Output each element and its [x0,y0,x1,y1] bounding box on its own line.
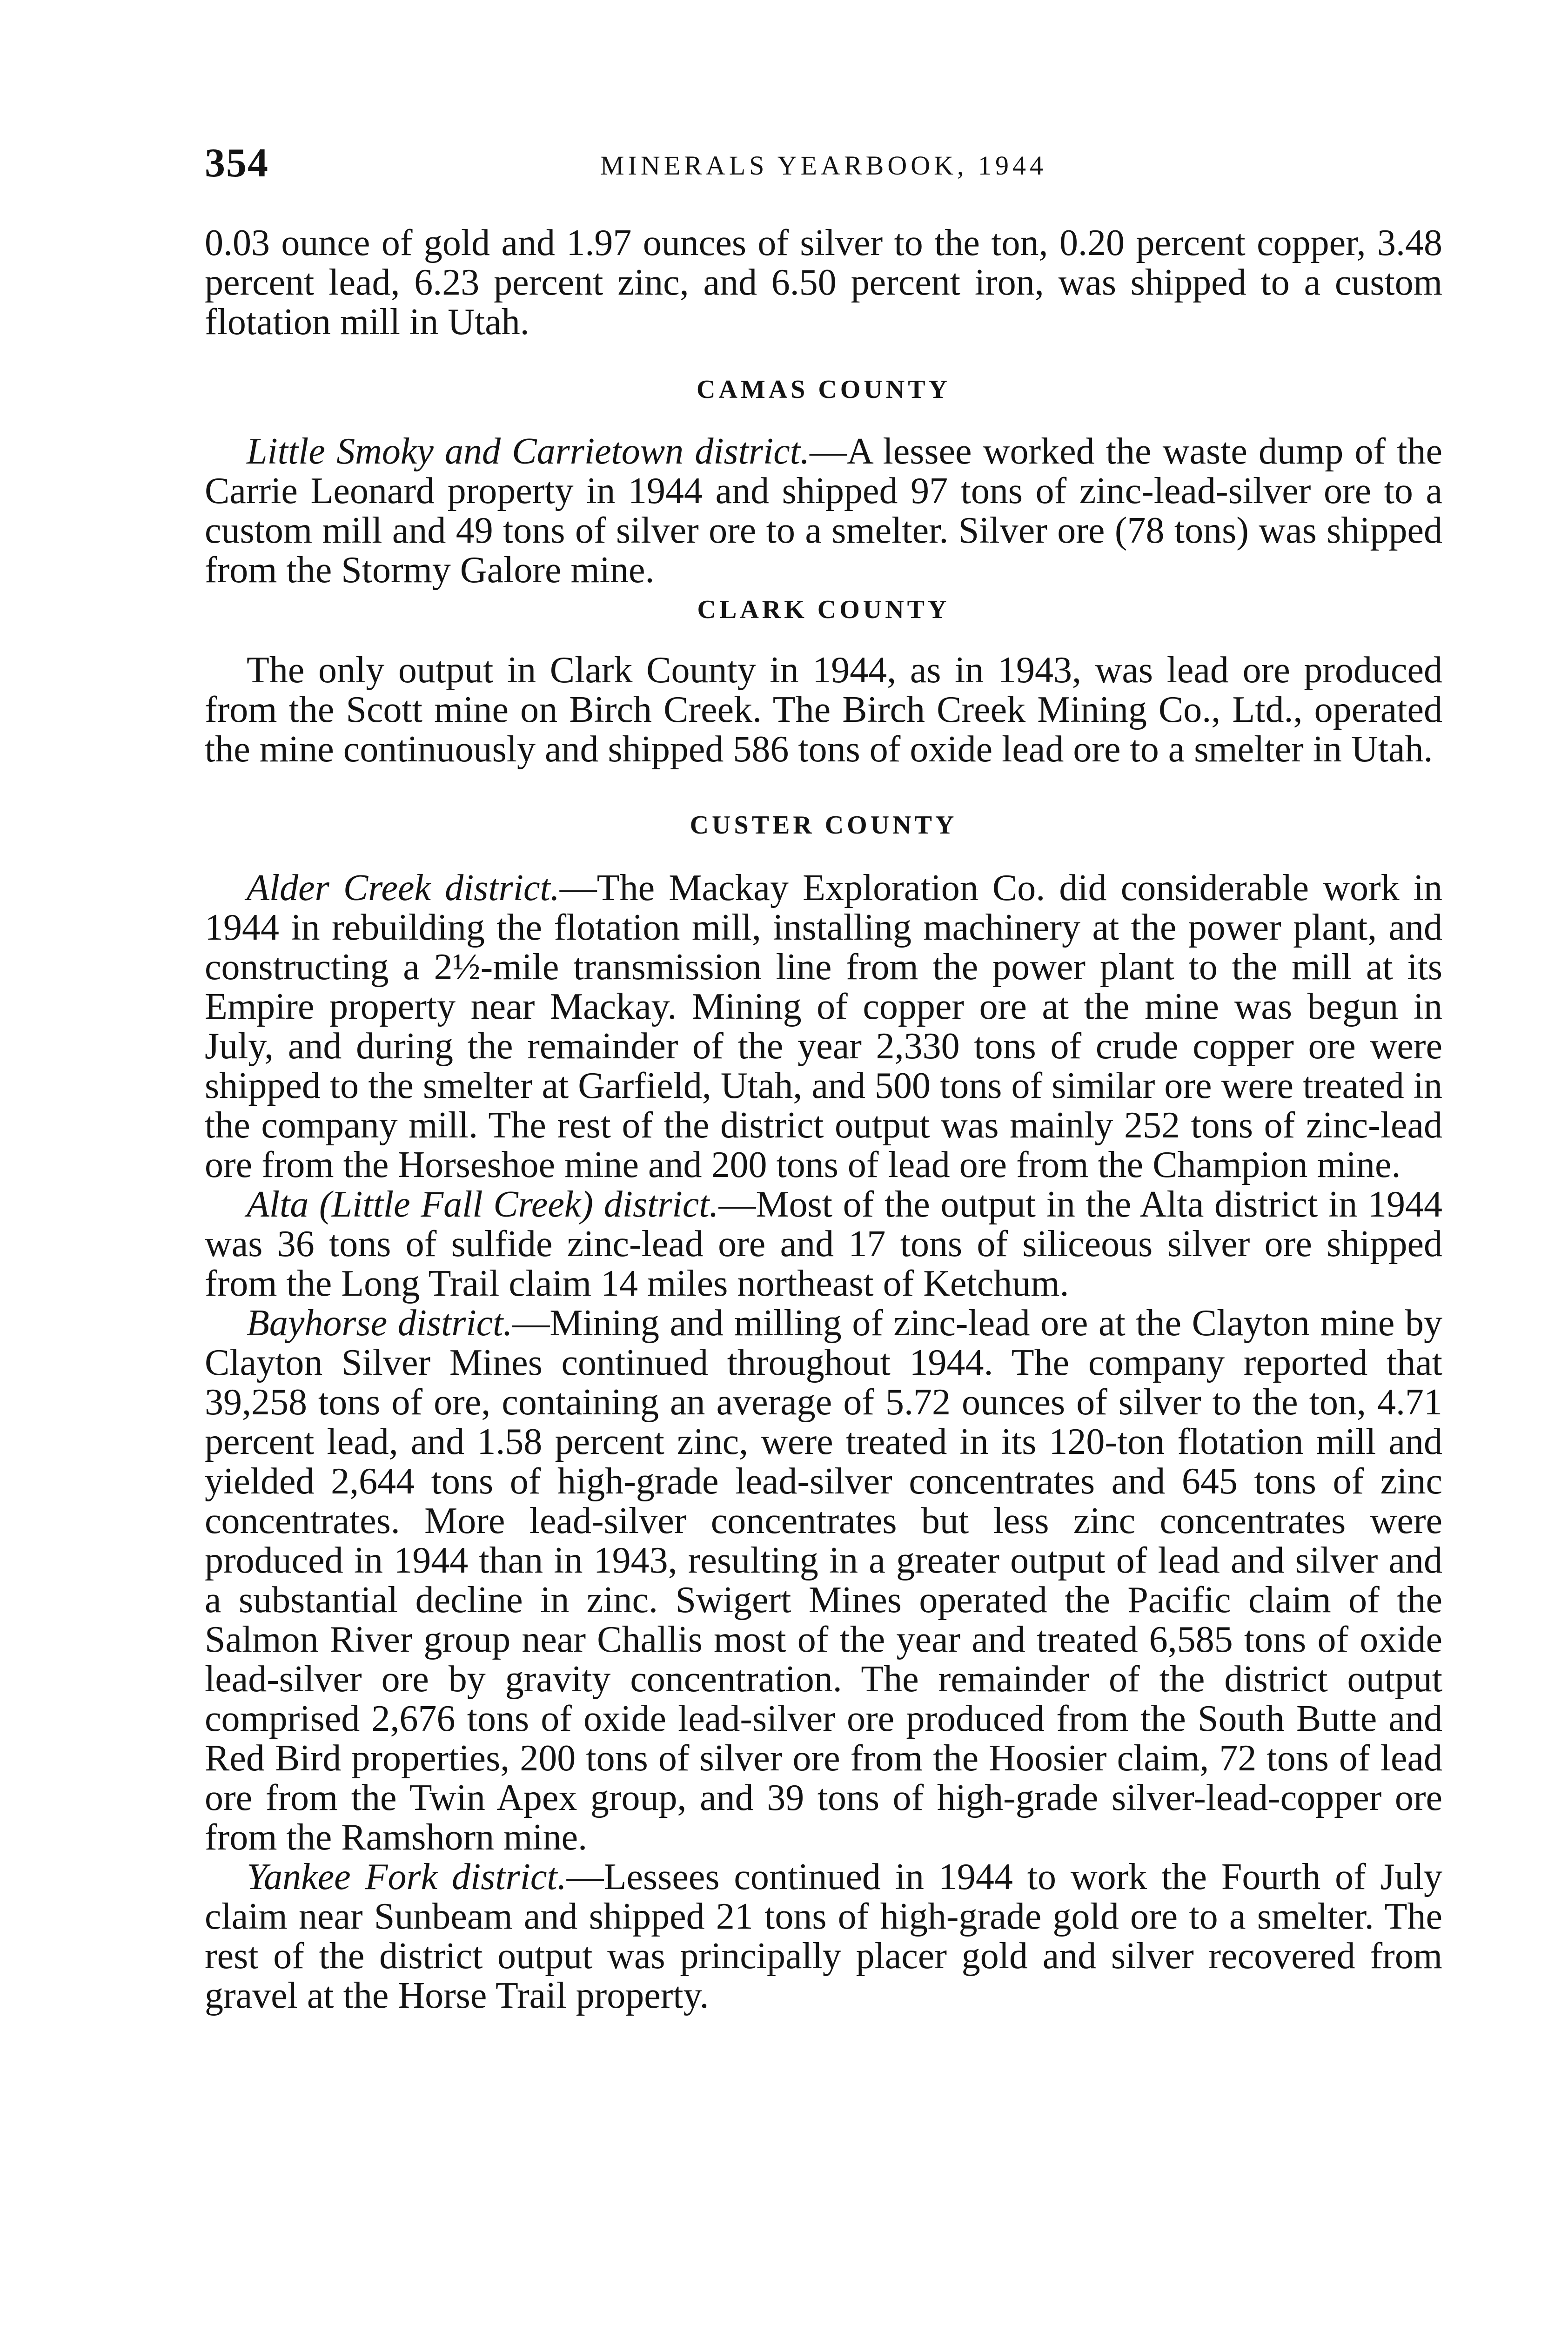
district-name: Little Smoky and Carrietown district. [247,431,810,472]
clark-paragraph: The only output in Clark County in 1944, as in 1943, was lead ore produced from the Scott mine on Birch Creek. The Birch Creek Mining Co., Ltd., operated the mine continuously and shipped 586 tons of oxide lead ore to a smelter in Utah. [205,650,1442,770]
bayhorse-paragraph [205,1304,1442,1857]
alder-creek-paragraph [205,868,1442,1185]
page-body [205,223,1442,2016]
paragraph-text: —A lessee worked the waste dump of the Carrie Leonard property in 1944 and shipped 97 tons of zinc-lead-silver ore to a custom mill and 49 tons of silver ore to a smelter. Silver ore (78 tons) was shipped from the Stormy Galore mine. [205,431,1442,591]
clark-county-heading: CLARK COUNTY [697,595,950,624]
running-title: MINERALS YEARBOOK, 1944 [600,150,1047,181]
camas-paragraph [205,432,1442,590]
paragraph-text: —The Mackay Exploration Co. did considerable work in 1944 in rebuilding the flotation mill, installing machinery at the power plant, and constructing a 2½-mile transmission line from the power plant to the mill at its Empire property near Mackay. Mining of copper ore at the mine was begun in July, and during the remainder of the year 2,330 tons of crude copper ore were shipped to the smelter at Garfield, Utah, and 500 tons of similar ore were treated in the company mill. The rest of the district output was mainly 252 tons of zinc-lead ore from the Horseshoe mine and 200 tons of lead ore from the Champion mine. [205,868,1442,1185]
page-header [205,140,1442,200]
district-name: Alta (Little Fall Creek) district. [247,1184,719,1225]
district-name: Yankee Fork district. [247,1856,567,1897]
yankee-fork-paragraph [205,1857,1442,2016]
paragraph-text: —Mining and milling of zinc-lead ore at the Clayton mine by Clayton Silver Mines continued throughout 1944. The company reported that 39,258 tons of ore, containing an average of 5.72 ounces of silver to the ton, 4.71 percent lead, and 1.58 percent zinc, were treated in its 120-ton flotation mill and yielded 2,644 tons of high-grade lead-silver concentrates and 645 tons of zinc concentrates. More lead-silver concentrates but less zinc concentrates were produced in 1944 than in 1943, resulting in a greater output of lead and silver and a substantial decline in zinc. Swigert Mines operated the Pacific claim of the Salmon River group near Challis most of the year and treated 6,585 tons of oxide lead-silver ore by gravity concentration. The remainder of the district output comprised 2,676 tons of oxide lead-silver ore produced from the South Butte and Red Bird properties, 200 tons of silver ore from the Hoosier claim, 72 tons of lead ore from the Twin Apex group, and 39 tons of high-grade silver-lead-copper ore from the Ramshorn mine. [205,1303,1443,1858]
district-name: Bayhorse district. [247,1303,513,1344]
paragraph-text: —Most of the output in the Alta district in 1944 was 36 tons of sulfide zinc-lead ore and 17 tons of siliceous silver ore shipped from the Long Trail claim 14 miles northeast of Ketchum. [205,1184,1443,1304]
paragraph-text: —Lessees continued in 1944 to work the Fourth of July claim near Sunbeam and shipped 21 tons of high-grade gold ore to a smelter. The rest of the district output was principally placer gold and silver recovered from gravel at the Horse Trail property. [205,1856,1443,2016]
custer-county-heading: CUSTER COUNTY [690,811,958,840]
district-name: Alder Creek district. [247,868,560,908]
page-number: 354 [205,141,269,186]
intro-paragraph: 0.03 ounce of gold and 1.97 ounces of silver to the ton, 0.20 percent copper, 3.48 percent lead, 6.23 percent zinc, and 6.50 percent iron, was shipped to a custom flotation mill in Utah. [205,222,1442,343]
alta-paragraph [205,1185,1442,1304]
camas-county-heading: CAMAS COUNTY [697,375,951,404]
